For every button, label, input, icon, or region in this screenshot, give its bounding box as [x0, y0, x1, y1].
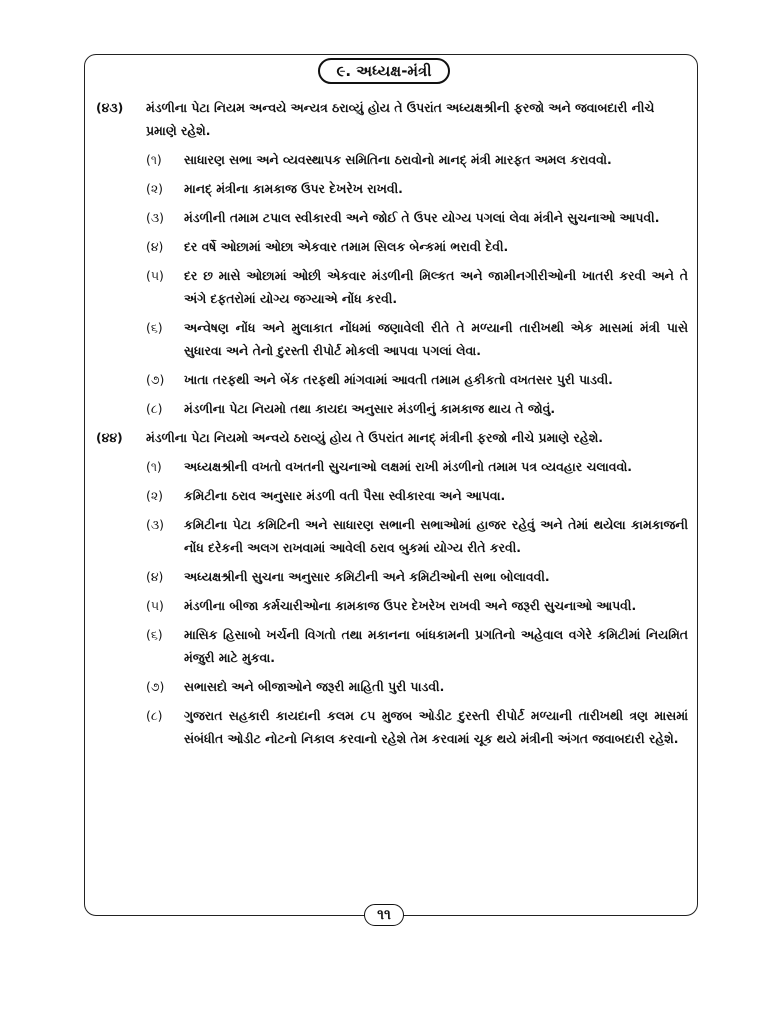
list-item	[146, 206, 688, 229]
item-number: (૧)	[146, 152, 162, 167]
item-number: (૩)	[146, 517, 164, 532]
section-44	[96, 426, 688, 449]
list-item	[146, 484, 688, 507]
page-footer	[0, 904, 768, 926]
page-number: ૧૧	[364, 904, 404, 926]
item-number: (૪)	[146, 239, 164, 254]
item-number: (૩)	[146, 210, 164, 225]
chapter-title-wrap	[0, 58, 768, 84]
list-item	[146, 148, 688, 171]
item-text: દર વર્ષે ઓછામાં ઓછા એકવાર તમામ સિલક બેન્કમાં ભરાવી દેવી.	[184, 239, 509, 254]
item-number: (૫)	[146, 268, 164, 283]
item-number: (૫)	[146, 598, 164, 613]
list-item	[146, 177, 688, 200]
item-text: માનદ્ મંત્રીના કામકાજ ઉપર દેખરેખ રાખવી.	[184, 181, 403, 196]
item-text: માસિક હિસાબો ખર્ચની વિગતો તથા મકાનના બાંધકામની પ્રગતિનો અહેવાલ વગેરે કમિટીમાં નિયમિત મંજુરી માટે મુકવા.	[184, 627, 688, 665]
item-number: (૪)	[146, 569, 164, 584]
item-number: (૭)	[146, 679, 165, 694]
section-text: મંડળીના પેટા નિયમો અન્વયે ઠરાવ્યું હોય તે ઉપરાંત માનદ્ મંત્રીની ફરજો નીચે પ્રમાણે રહેશે.	[146, 430, 603, 445]
chapter-title: ૯. અધ્યક્ષ-મંત્રી	[318, 58, 449, 84]
item-text: અધ્યક્ષશ્રીની વખતો વખતની સુચનાઓ લક્ષમાં રાખી મંડળીનો તમામ પત્ર વ્યવહાર ચલાવવો.	[184, 459, 633, 474]
list-item	[146, 594, 688, 617]
item-number: (૮)	[146, 401, 163, 416]
item-text: સભાસદો અને બીજાઓને જરૂરી માહિતી પુરી પાડવી.	[184, 679, 445, 694]
section-43-items	[146, 148, 688, 420]
list-item	[146, 623, 688, 669]
list-item	[146, 455, 688, 478]
list-item	[146, 675, 688, 698]
item-number: (૧)	[146, 459, 162, 474]
list-item	[146, 264, 688, 310]
item-text: ખાતા તરફથી અને બેંક તરફથી માંગવામાં આવતી તમામ હકીકતો વખતસર પુરી પાડવી.	[184, 372, 613, 387]
item-text: મંડળીની તમામ ટપાલ સ્વીકારવી અને જોઈ તે ઉપર યોગ્ય પગલાં લેવા મંત્રીને સુચનાઓ આપવી.	[184, 210, 660, 225]
item-text: કમિટીના ઠરાવ અનુસાર મંડળી વતી પૈસા સ્વીકારવા અને આપવા.	[184, 488, 506, 503]
item-number: (૭)	[146, 372, 165, 387]
document-body	[96, 96, 688, 756]
section-number: (૪૪)	[96, 430, 123, 445]
list-item	[146, 513, 688, 559]
list-item	[146, 368, 688, 391]
list-item	[146, 316, 688, 362]
list-item	[146, 565, 688, 588]
list-item	[146, 235, 688, 258]
item-text: મંડળીના પેટા નિયમો તથા કાયદા અનુસાર મંડળીનું કામકાજ થાય તે જોવું.	[184, 401, 556, 416]
item-text: અધ્યક્ષશ્રીની સુચના અનુસાર કમિટીની અને કમિટીઓની સભા બોલાવવી.	[184, 569, 550, 584]
item-number: (૬)	[146, 320, 163, 335]
item-text: અન્વેષણ નોંધ અને મુલાકાત નોંધમાં જણાવેલી રીતે તે મળ્યાની તારીખથી એક માસમાં મંત્રી પાસે સુધારવા અને તેનો દુરસ્તી રીપોર્ટ મોકલી આપવા પગલાં લેવા.	[184, 320, 688, 358]
section-text: મંડળીના પેટા નિયમ અન્વયે અન્યત્ર ઠરાવ્યું હોય તે ઉપરાંત અધ્યક્ષશ્રીની ફરજો અને જવાબદારી નીચે પ્રમાણે રહેશે.	[146, 100, 655, 138]
item-text: ગુજરાત સહકારી કાયદાની કલમ ૮૫ મુજબ ઓડીટ દુરસ્તી રીપોર્ટ મળ્યાની તારીખથી ત્રણ માસમાં સંબંધીત ઓડીટ નોટનો નિકાલ કરવાનો રહેશે તેમ કરવામાં ચૂક થયે મંત્રીની અંગત જવાબદારી રહેશે.	[184, 708, 688, 746]
section-43	[96, 96, 688, 142]
item-text: મંડળીના બીજા કર્મચારીઓના કામકાજ ઉપર દેખરેખ રાખવી અને જરૂરી સુચનાઓ આપવી.	[184, 598, 637, 613]
list-item	[146, 704, 688, 750]
item-number: (૨)	[146, 181, 163, 196]
item-text: સાધારણ સભા અને વ્યવસ્થાપક સમિતિના ઠરાવોનો માનદ્ મંત્રી મારફત અમલ કરાવવો.	[184, 152, 612, 167]
item-text: કમિટીના પેટા કમિટિની અને સાધારણ સભાની સભાઓમાં હાજર રહેવું અને તેમાં થયેલા કામકાજની નોંધ દરેકની અલગ રાખવામાં આવેલી ઠરાવ બુકમાં યોગ્ય રીતે કરવી.	[184, 517, 688, 555]
item-number: (૨)	[146, 488, 163, 503]
section-number: (૪૩)	[96, 100, 124, 115]
item-number: (૮)	[146, 708, 163, 723]
item-number: (૬)	[146, 627, 163, 642]
item-text: દર છ માસે ઓછામાં ઓછી એકવાર મંડળીની મિલ્કત અને જામીનગીરીઓની ખાતરી કરવી અને તે અંગે દફતરોમાં યોગ્ય જગ્યાએ નોંધ કરવી.	[184, 268, 688, 306]
list-item	[146, 397, 688, 420]
section-44-items	[146, 455, 688, 750]
